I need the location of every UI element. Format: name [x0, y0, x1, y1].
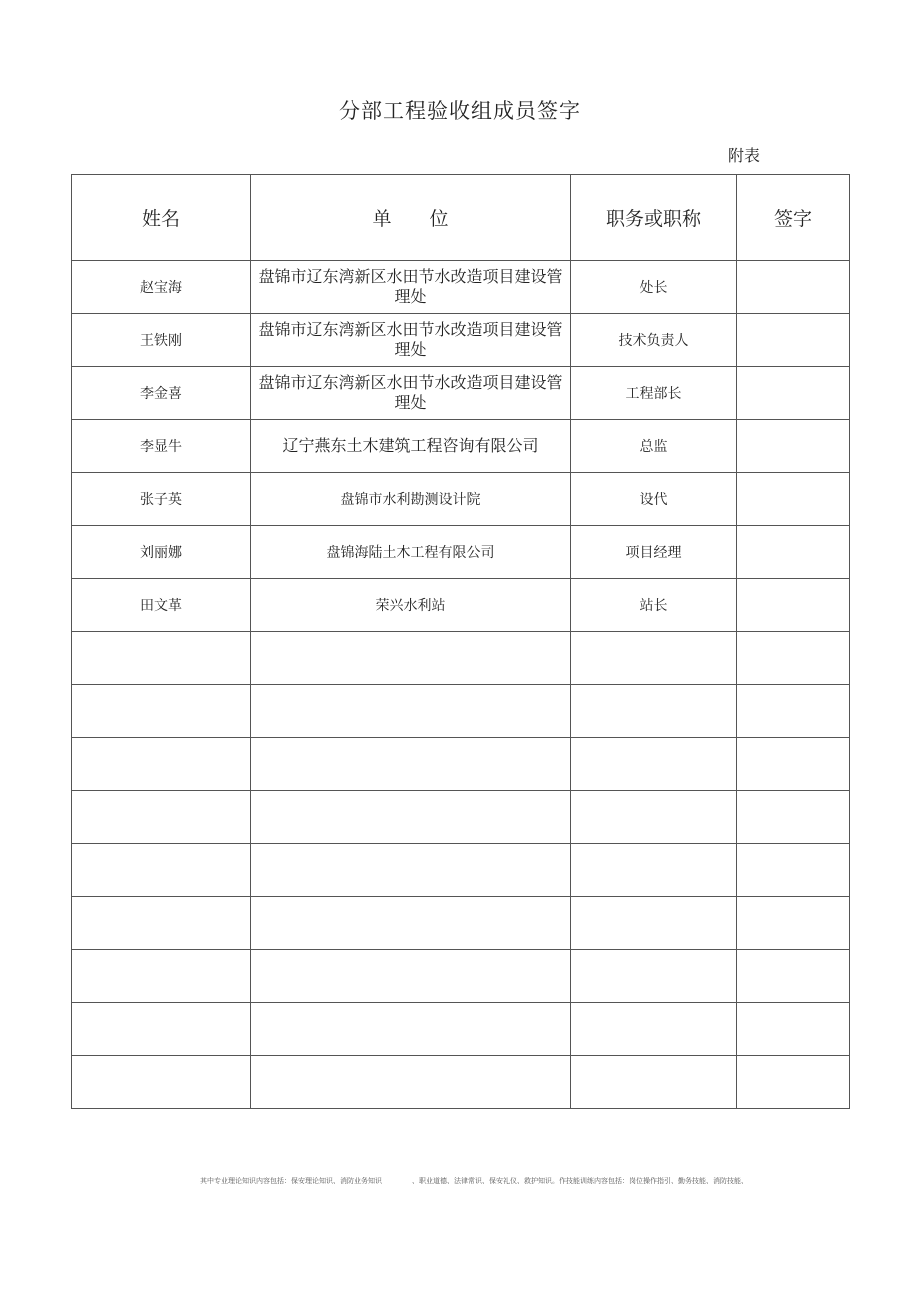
empty-cell [251, 685, 571, 738]
member-name: 王铁刚 [72, 314, 251, 367]
empty-cell [571, 950, 737, 1003]
header-position: 职务或职称 [571, 175, 737, 261]
empty-cell [251, 1003, 571, 1056]
empty-cell [251, 1056, 571, 1109]
member-name: 李显牛 [72, 420, 251, 473]
signature-cell[interactable] [737, 420, 850, 473]
signature-cell[interactable] [737, 314, 850, 367]
empty-cell [72, 685, 251, 738]
empty-cell [571, 632, 737, 685]
empty-signature-cell[interactable] [737, 844, 850, 897]
member-unit: 盘锦市辽东湾新区水田节水改造项目建设管理处 [251, 261, 571, 314]
signature-table [71, 174, 850, 1109]
signature-cell[interactable] [737, 261, 850, 314]
empty-cell [72, 632, 251, 685]
empty-row [72, 738, 850, 791]
empty-signature-cell[interactable] [737, 791, 850, 844]
member-position: 站长 [571, 579, 737, 632]
member-name: 张子英 [72, 473, 251, 526]
empty-cell [571, 791, 737, 844]
table-row [72, 261, 850, 314]
table-header-row [72, 175, 850, 261]
signature-cell[interactable] [737, 367, 850, 420]
empty-cell [72, 738, 251, 791]
footer-text-left: 其中专业理论知识内容包括：保安理论知识、消防业务知识 [200, 1177, 382, 1185]
signature-cell[interactable] [737, 473, 850, 526]
empty-signature-cell[interactable] [737, 738, 850, 791]
empty-cell [72, 950, 251, 1003]
member-name: 赵宝海 [72, 261, 251, 314]
empty-cell [72, 1003, 251, 1056]
document-title: 分部工程验收组成员签字 [339, 99, 581, 123]
member-unit: 盘锦市辽东湾新区水田节水改造项目建设管理处 [251, 314, 571, 367]
empty-row [72, 1056, 850, 1109]
empty-signature-cell[interactable] [737, 632, 850, 685]
footer-text-right: 、职业道德、法律常识、保安礼仪、救护知识。作技能训练内容包括：岗位操作指引、勤务技能、消防技能、 [412, 1177, 748, 1185]
empty-row [72, 632, 850, 685]
header-name: 姓名 [72, 175, 251, 261]
empty-signature-cell[interactable] [737, 897, 850, 950]
member-name: 李金喜 [72, 367, 251, 420]
empty-cell [251, 791, 571, 844]
empty-signature-cell[interactable] [737, 1056, 850, 1109]
member-position: 项目经理 [571, 526, 737, 579]
empty-cell [571, 844, 737, 897]
header-signature: 签字 [737, 175, 850, 261]
empty-cell [571, 1003, 737, 1056]
empty-cell [571, 738, 737, 791]
empty-signature-cell[interactable] [737, 950, 850, 1003]
member-unit: 盘锦市水利勘测设计院 [251, 473, 571, 526]
table-row [72, 579, 850, 632]
table-row [72, 314, 850, 367]
member-position: 技术负责人 [571, 314, 737, 367]
member-position: 设代 [571, 473, 737, 526]
empty-row [72, 897, 850, 950]
header-unit: 单 位 [251, 175, 571, 261]
empty-row [72, 685, 850, 738]
member-position: 工程部长 [571, 367, 737, 420]
empty-cell [72, 844, 251, 897]
empty-cell [72, 791, 251, 844]
empty-cell [251, 738, 571, 791]
signature-cell[interactable] [737, 579, 850, 632]
table-row [72, 526, 850, 579]
empty-cell [571, 897, 737, 950]
member-position: 处长 [571, 261, 737, 314]
member-unit: 盘锦市辽东湾新区水田节水改造项目建设管理处 [251, 367, 571, 420]
member-unit: 辽宁燕东土木建筑工程咨询有限公司 [251, 420, 571, 473]
empty-cell [251, 632, 571, 685]
empty-cell [571, 1056, 737, 1109]
member-position: 总监 [571, 420, 737, 473]
member-name: 田文革 [72, 579, 251, 632]
table-row [72, 420, 850, 473]
signature-cell[interactable] [737, 526, 850, 579]
empty-row [72, 950, 850, 1003]
table-row [72, 473, 850, 526]
empty-cell [72, 897, 251, 950]
empty-cell [72, 1056, 251, 1109]
empty-row [72, 844, 850, 897]
empty-signature-cell[interactable] [737, 685, 850, 738]
member-name: 刘丽娜 [72, 526, 251, 579]
empty-row [72, 791, 850, 844]
empty-signature-cell[interactable] [737, 1003, 850, 1056]
empty-cell [251, 844, 571, 897]
member-unit: 荣兴水利站 [251, 579, 571, 632]
empty-cell [251, 950, 571, 1003]
empty-cell [571, 685, 737, 738]
empty-cell [251, 897, 571, 950]
member-unit: 盘锦海陆土木工程有限公司 [251, 526, 571, 579]
table-row [72, 367, 850, 420]
annex-label: 附表 [728, 146, 761, 165]
empty-row [72, 1003, 850, 1056]
